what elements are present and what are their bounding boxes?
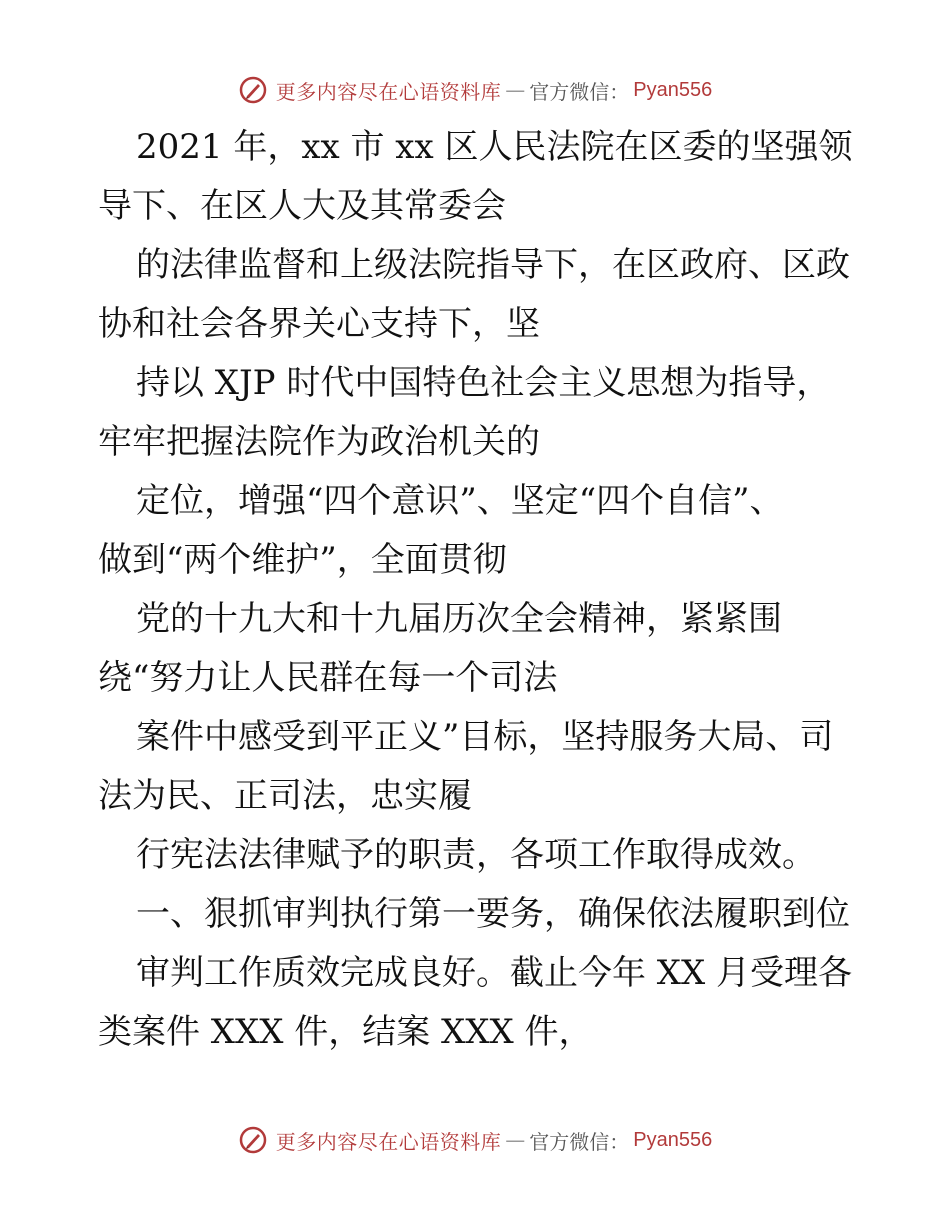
pen-logo-icon xyxy=(238,1125,268,1155)
body-line: 2021 年，xx 市 xx 区人民法院在区委的坚强领 xyxy=(136,127,853,167)
body-line: 牢牢把握法院作为政治机关的 xyxy=(98,422,540,462)
wechat-id: Pyan556 xyxy=(633,1128,713,1151)
body-line: 持以 XJP 时代中国特色社会主义思想为指导， xyxy=(136,363,831,403)
pen-logo-icon xyxy=(238,75,268,105)
watermark-text: 更多内容尽在心语资料库 xyxy=(275,1129,502,1154)
body-line: 的法律监督和上级法院指导下，在区政府、区政 xyxy=(136,245,850,285)
body-line: 行宪法法律赋予的职责，各项工作取得成效。 xyxy=(136,835,816,875)
watermark-text: 更多内容尽在心语资料库 xyxy=(275,79,502,104)
body-line: 导下、在区人大及其常委会 xyxy=(98,186,506,226)
body-line: 党的十九大和十九届历次全会精神，紧紧围 xyxy=(136,599,782,639)
wechat-id: Pyan556 xyxy=(633,78,713,101)
body-line: 法为民、正司法，忠实履 xyxy=(98,776,472,816)
body-line: 审判工作质效完成良好。截止今年 XX 月受理各 xyxy=(136,953,853,993)
watermark-separator: — xyxy=(505,1128,526,1152)
header-watermark xyxy=(0,70,950,110)
body-line: 协和社会各界关心支持下，坚 xyxy=(98,304,540,344)
body-line: 定位，增强“四个意识”、坚定“四个自信”、 xyxy=(136,481,784,521)
section-heading: 一、狠抓审判执行第一要务，确保依法履职到位 xyxy=(136,894,850,934)
wechat-label: 官方微信： xyxy=(529,1129,630,1154)
body-line: 绕“努力让人民群在每一个司法 xyxy=(98,658,558,698)
body-line: 做到“两个维护”，全面贯彻 xyxy=(98,540,507,580)
wechat-label: 官方微信： xyxy=(529,79,630,104)
footer-watermark xyxy=(0,1120,950,1160)
body-line: 类案件 XXX 件，结案 XXX 件， xyxy=(98,1012,593,1052)
body-line: 案件中感受到平正义”目标，坚持服务大局、司 xyxy=(136,717,834,757)
document-body xyxy=(98,118,858,1062)
watermark-separator: — xyxy=(505,78,526,102)
